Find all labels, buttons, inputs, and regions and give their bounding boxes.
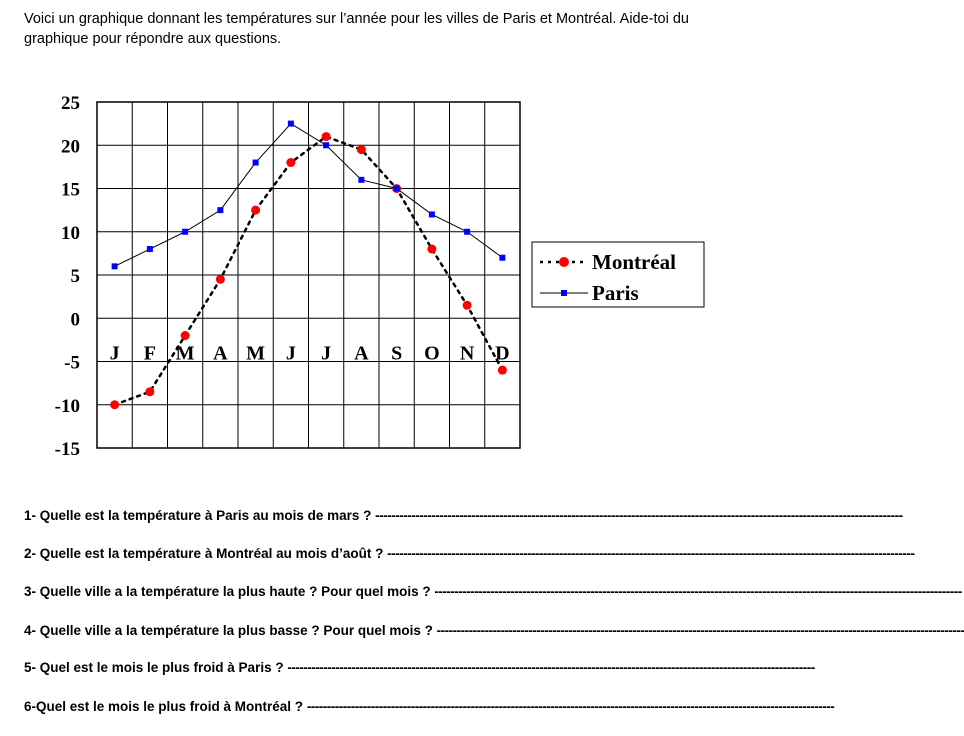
question-4 — [24, 623, 964, 638]
answer-line[interactable]: ------------------------------------------------------------------------------------------------------------------------------------ — [436, 623, 964, 638]
y-tick-label: -5 — [64, 352, 80, 374]
data-point-paris — [288, 121, 294, 127]
y-tick-label: -10 — [54, 395, 80, 417]
x-tick-label: A — [354, 342, 369, 365]
x-tick-label: D — [495, 342, 510, 365]
question-text: 5- Quel est le mois le plus froid à Paris ? — [24, 660, 288, 675]
question-5 — [24, 660, 815, 675]
y-tick-label: 0 — [70, 309, 80, 331]
data-point-montreal — [322, 132, 331, 141]
x-tick-label: J — [321, 342, 332, 365]
y-tick-label: 10 — [61, 222, 80, 244]
data-point-paris — [253, 160, 259, 166]
data-point-paris — [464, 229, 470, 235]
data-point-montreal — [498, 366, 507, 375]
question-text: 4- Quelle ville a la température la plus basse ? Pour quel mois ? — [24, 623, 437, 638]
question-text: 1- Quelle est la température à Paris au mois de mars ? — [24, 508, 376, 523]
data-point-paris — [358, 177, 364, 183]
data-point-montreal — [110, 400, 119, 409]
y-tick-label: -15 — [54, 439, 80, 460]
data-point-paris — [217, 207, 223, 213]
data-point-paris — [429, 211, 435, 217]
x-tick-label: J — [285, 342, 296, 365]
x-tick-label: F — [143, 342, 156, 365]
legend-label: Paris — [592, 281, 639, 305]
data-point-montreal — [145, 387, 154, 396]
y-tick-label: 20 — [61, 136, 80, 158]
answer-line[interactable]: ------------------------------------------------------------------------------------------------------------------------------------ — [375, 508, 903, 523]
x-tick-label: S — [391, 342, 403, 365]
question-3 — [24, 584, 962, 599]
data-point-paris — [394, 186, 400, 192]
x-tick-label: N — [459, 342, 475, 365]
data-point-montreal — [357, 145, 366, 154]
data-point-montreal — [251, 206, 260, 215]
x-tick-label: M — [246, 342, 266, 365]
legend-marker — [559, 257, 569, 267]
question-text: 6-Quel est le mois le plus froid à Montréal ? — [24, 699, 307, 714]
answer-line[interactable]: ------------------------------------------------------------------------------------------------------------------------------------ — [387, 546, 915, 561]
question-text: 3- Quelle ville a la température la plus haute ? Pour quel mois ? — [24, 584, 435, 599]
question-6 — [24, 699, 835, 714]
answer-line[interactable]: ------------------------------------------------------------------------------------------------------------------------------------ — [434, 584, 962, 599]
data-point-paris — [499, 255, 505, 261]
legend-marker — [561, 290, 567, 296]
answer-line[interactable]: ------------------------------------------------------------------------------------------------------------------------------------ — [306, 699, 835, 714]
data-point-montreal — [463, 301, 472, 310]
x-tick-label: A — [213, 342, 228, 365]
question-2 — [24, 546, 915, 561]
data-point-paris — [323, 142, 329, 148]
data-point-montreal — [286, 158, 295, 167]
instructions-text: Voici un graphique donnant les températures sur l’année pour les villes de Paris et Montréal. Aide-toi du graphique pour répondre aux questions. — [24, 11, 689, 47]
y-tick-label: 15 — [61, 179, 80, 201]
x-tick-label: O — [424, 342, 440, 365]
y-tick-label: 25 — [61, 93, 80, 114]
x-tick-label: J — [109, 342, 120, 365]
question-text: 2- Quelle est la température à Montréal au mois d’août ? — [24, 546, 388, 561]
data-point-paris — [112, 263, 118, 269]
answer-line[interactable]: ------------------------------------------------------------------------------------------------------------------------------------ — [287, 660, 815, 675]
data-point-paris — [147, 246, 153, 252]
data-point-montreal — [181, 331, 190, 340]
data-point-montreal — [427, 245, 436, 254]
x-tick-label: M — [175, 342, 195, 365]
data-point-paris — [182, 229, 188, 235]
question-1 — [24, 508, 903, 523]
data-point-montreal — [216, 275, 225, 284]
legend-label: Montréal — [592, 250, 676, 274]
y-tick-label: 5 — [70, 266, 80, 287]
